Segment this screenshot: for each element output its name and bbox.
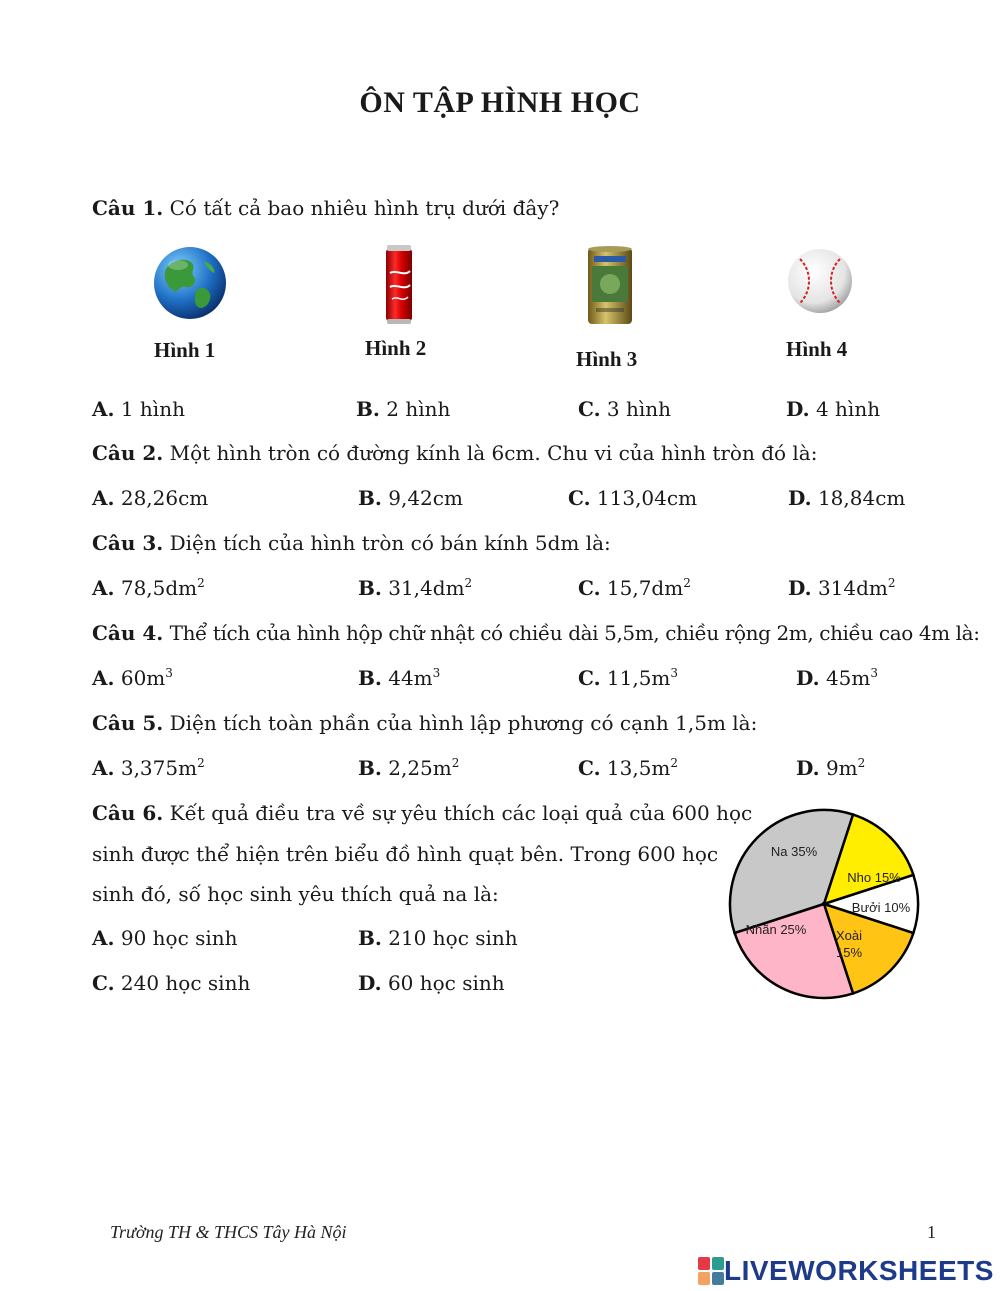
superscript: 2 xyxy=(683,576,691,590)
option-5a[interactable] xyxy=(92,756,205,780)
superscript: 2 xyxy=(670,756,679,770)
question-text: Diện tích toàn phần của hình lập phương có cạnh 1,5m là: xyxy=(169,711,758,735)
superscript: 2 xyxy=(464,576,473,590)
option-text: 9m xyxy=(825,756,858,780)
question-label: Câu 1. xyxy=(92,196,164,220)
option-key: B. xyxy=(358,486,382,510)
option-text: 2 hình xyxy=(386,397,451,421)
question-4 xyxy=(92,621,980,645)
option-5d[interactable] xyxy=(796,756,865,780)
option-key: D. xyxy=(358,971,382,995)
option-4c[interactable] xyxy=(578,666,678,690)
option-key: A. xyxy=(92,576,115,600)
option-1b[interactable] xyxy=(356,397,450,421)
option-6a[interactable] xyxy=(92,926,238,950)
question-text: Một hình tròn có đường kính là 6cm. Chu vi của hình tròn đó là: xyxy=(169,441,818,465)
option-4a[interactable] xyxy=(92,666,173,690)
question-text: Kết quả điều tra về sự yêu thích các loại quả của 600 học xyxy=(169,801,753,825)
superscript: 2 xyxy=(197,756,205,770)
superscript: 2 xyxy=(451,756,460,770)
option-text: 9,42cm xyxy=(388,486,463,510)
option-key: C. xyxy=(578,756,601,780)
option-text: 60m xyxy=(120,666,166,690)
option-key: B. xyxy=(358,756,382,780)
option-key: D. xyxy=(788,486,812,510)
question-label: Câu 4. xyxy=(92,621,164,645)
option-key: D. xyxy=(786,397,810,421)
footer-school: Trường TH & THCS Tây Hà Nội xyxy=(110,1222,347,1242)
option-key: A. xyxy=(92,666,115,690)
option-key: A. xyxy=(92,397,115,421)
pie-label-nho: Nho 15% xyxy=(847,870,901,885)
pie-label-nhãn: Nhãn 25% xyxy=(745,922,807,937)
option-key: C. xyxy=(578,576,601,600)
question-6-line-3: sinh đó, số học sinh yêu thích quả na là: xyxy=(92,882,499,906)
option-text: 18,84cm xyxy=(817,486,906,510)
fruit-preference-pie-chart xyxy=(720,800,930,1010)
option-text: 240 học sinh xyxy=(120,971,251,995)
superscript: 3 xyxy=(165,666,173,680)
soda-can-icon xyxy=(384,243,414,331)
option-key: A. xyxy=(92,926,115,950)
question-2 xyxy=(92,441,817,465)
option-text: 11,5m xyxy=(606,666,671,690)
pie-label-na: Na 35% xyxy=(770,844,818,859)
option-4b[interactable] xyxy=(358,666,440,690)
option-key: D. xyxy=(796,756,820,780)
globe-icon xyxy=(152,245,228,325)
question-6-line-2: sinh được thể hiện trên biểu đồ hình quạt bên. Trong 600 học xyxy=(92,842,719,866)
option-5b[interactable] xyxy=(358,756,459,780)
question-label: Câu 5. xyxy=(92,711,164,735)
option-text: 90 học sinh xyxy=(120,926,238,950)
option-2c[interactable] xyxy=(568,486,697,510)
option-key: B. xyxy=(356,397,380,421)
option-6b[interactable] xyxy=(358,926,518,950)
option-4d[interactable] xyxy=(796,666,878,690)
option-text: 113,04cm xyxy=(596,486,698,510)
option-text: 3,375m xyxy=(120,756,198,780)
figure-label-3: Hình 3 xyxy=(576,347,638,371)
pie-label-bưởi: Bưởi 10% xyxy=(851,900,911,915)
option-key: C. xyxy=(92,971,115,995)
option-key: B. xyxy=(358,666,382,690)
option-text: 13,5m xyxy=(606,756,671,780)
option-text: 78,5dm xyxy=(120,576,198,600)
question-text: Có tất cả bao nhiêu hình trụ dưới đây? xyxy=(169,196,560,220)
option-text: 15,7dm xyxy=(606,576,684,600)
option-key: A. xyxy=(92,486,115,510)
baseball-icon xyxy=(786,247,854,319)
option-3b[interactable] xyxy=(358,576,472,600)
question-label: Câu 2. xyxy=(92,441,164,465)
option-text: 44m xyxy=(388,666,433,690)
option-text: 2,25m xyxy=(388,756,452,780)
brand-text: LIVEWORKSHEETS xyxy=(724,1255,994,1286)
option-text: 28,26cm xyxy=(120,486,209,510)
option-5c[interactable] xyxy=(578,756,678,780)
question-3 xyxy=(92,531,611,555)
liveworksheets-logo[interactable] xyxy=(698,1255,994,1287)
option-text: 210 học sinh xyxy=(388,926,518,950)
option-1d[interactable] xyxy=(786,397,880,421)
page-title: ÔN TẬP HÌNH HỌC xyxy=(359,86,641,119)
superscript: 3 xyxy=(432,666,441,680)
question-6-line-1 xyxy=(92,801,752,825)
figure-label-4: Hình 4 xyxy=(786,337,848,361)
option-2d[interactable] xyxy=(788,486,905,510)
option-1a[interactable] xyxy=(92,397,185,421)
question-1 xyxy=(92,196,559,220)
option-text: 60 học sinh xyxy=(387,971,505,995)
option-2a[interactable] xyxy=(92,486,208,510)
option-key: C. xyxy=(578,397,601,421)
page-number: 1 xyxy=(927,1222,936,1242)
pie-label-xoài: Xoài 15% xyxy=(835,928,863,960)
option-key: C. xyxy=(578,666,601,690)
option-3c[interactable] xyxy=(578,576,691,600)
option-6c[interactable] xyxy=(92,971,250,995)
question-label: Câu 3. xyxy=(92,531,164,555)
question-label: Câu 6. xyxy=(92,801,164,825)
question-text: Diện tích của hình tròn có bán kính 5dm là: xyxy=(169,531,611,555)
option-text: 3 hình xyxy=(606,397,672,421)
option-3d[interactable] xyxy=(788,576,896,600)
option-text: 31,4dm xyxy=(388,576,465,600)
superscript: 2 xyxy=(887,576,896,590)
question-5 xyxy=(92,711,757,735)
superscript: 2 xyxy=(197,576,205,590)
option-2b[interactable] xyxy=(358,486,463,510)
option-1c[interactable] xyxy=(578,397,671,421)
superscript: 3 xyxy=(870,666,879,680)
option-key: A. xyxy=(92,756,115,780)
option-key: B. xyxy=(358,926,382,950)
option-3a[interactable] xyxy=(92,576,205,600)
superscript: 2 xyxy=(857,756,866,770)
option-text: 1 hình xyxy=(120,397,185,421)
figure-label-2: Hình 2 xyxy=(365,336,427,360)
option-text: 314dm xyxy=(817,576,888,600)
question-text: Thể tích của hình hộp chữ nhật có chiều dài 5,5m, chiều rộng 2m, chiều cao 4m là: xyxy=(169,621,980,645)
option-key: C. xyxy=(568,486,591,510)
tin-can-icon xyxy=(586,244,634,332)
option-6d[interactable] xyxy=(358,971,505,995)
figure-label-1: Hình 1 xyxy=(154,338,216,362)
liveworksheets-icon xyxy=(698,1257,724,1285)
option-key: B. xyxy=(358,576,382,600)
superscript: 3 xyxy=(670,666,679,680)
option-text: 45m xyxy=(825,666,871,690)
option-key: D. xyxy=(788,576,812,600)
option-key: D. xyxy=(796,666,820,690)
option-text: 4 hình xyxy=(815,397,881,421)
